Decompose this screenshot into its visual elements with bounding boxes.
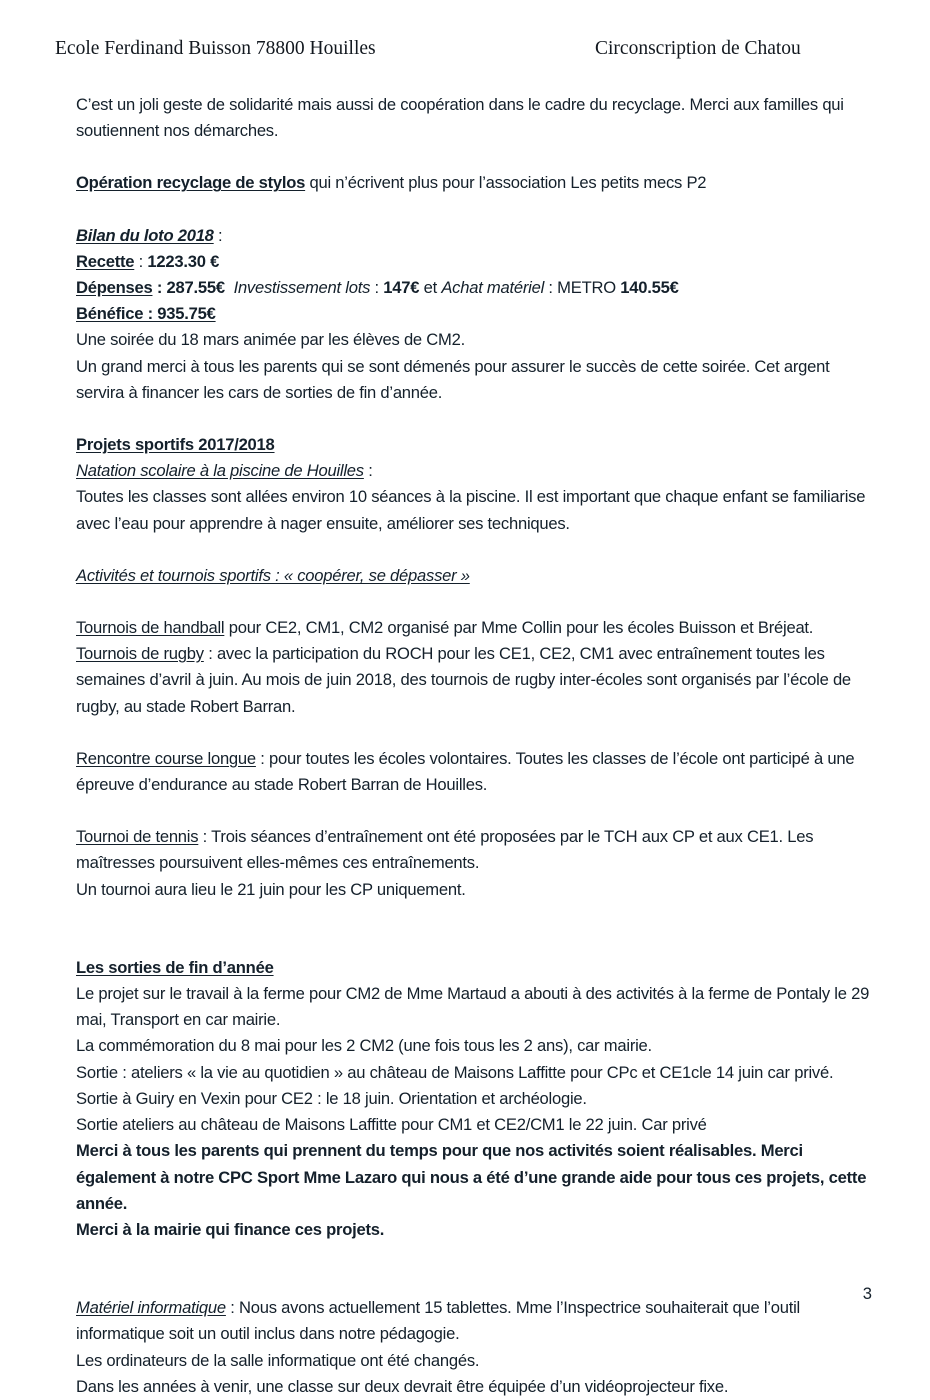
informatique-title-separator: : [225,1298,240,1318]
spacer [76,903,876,929]
achat-separator: : [544,278,558,298]
sports-heading: Projets sportifs 2017/2018 [76,435,275,455]
achat-vendor: METRO [557,278,621,298]
spacer [76,197,876,223]
recette-separator: : [134,251,148,271]
activites-title-line [76,563,876,589]
investissement-separator: : [370,278,384,298]
investissement-label: Investissement lots [233,278,371,298]
spacer [76,406,876,432]
course-longue-label: Rencontre course longue [76,748,256,768]
natation-paragraph: Toutes les classes sont allées environ 10 séances à la piscine. Il est important que chaque enfant se familiarise avec l’eau pour apprendre à nager ensuite, améliorer ses techniques. [76,487,866,533]
natation-title: Natation scolaire à la piscine de Houilles [76,461,364,481]
bilan-recette-line [76,249,876,275]
sorties-line-5: Sortie ateliers au château de Maisons Laffitte pour CM1 et CE2/CM1 le 22 juin. Car privé [76,1115,707,1135]
bilan-merci-paragraph: Un grand merci à tous les parents qui se sont démenés pour assurer le succès de cette soirée. Cet argent servira à financer les cars de sorties de fin d’année. [76,356,830,402]
header-school-name: Ecole Ferdinand Buisson 78800 Houilles [55,38,376,59]
tennis-label: Tournoi de tennis [76,827,199,847]
rugby-label: Tournois de rugby [76,644,204,664]
spacer [76,1243,876,1269]
sorties-line-2: La commémoration du 8 mai pour les 2 CM2 (une fois tous les 2 ans), car mairie. [76,1036,652,1056]
bilan-depenses-line [76,275,876,301]
spacer [76,929,876,955]
sorties-heading: Les sorties de fin d’année [76,957,274,977]
document-body [76,92,876,1400]
bilan-soiree-line: Une soirée du 18 mars animée par les élèves de CM2. [76,330,465,350]
recyclage-rest: qui n’écrivent plus pour l’association Les petits mecs P2 [305,173,707,193]
spacer [76,798,876,824]
recyclage-heading: Opération recyclage de stylos [76,173,306,193]
benefice-text: Bénéfice : 935.75€ [76,304,216,324]
informatique-line-3: Dans les années à venir, une classe sur deux devrait être équipée d’un vidéoprojecteur fixe. [76,1376,729,1396]
tennis-extra-line: Un tournoi aura lieu le 21 juin pour les CP uniquement. [76,879,466,899]
bilan-benefice-line [76,301,876,327]
conjunction-et: et [419,278,442,298]
sorties-merci-parents: Merci à tous les parents qui prennent du temps pour que nos activités soient réalisables. Merci également à notre CPC Sport Mme Lazaro qui nous a été d’une grande aide pour tous ces projets, cette année. [76,1141,867,1213]
sorties-line-1: Le projet sur le travail à la ferme pour CM2 de Mme Martaud a abouti à des activités à la ferme de Pontaly le 29 mai, Transport en car mairie. [76,984,870,1030]
bilan-title-colon: : [213,225,223,245]
handball-label: Tournois de handball [76,618,225,638]
spacer [76,144,876,170]
handball-paragraph [76,615,876,641]
spacer-text [225,278,234,297]
depenses-value: 287.55€ [166,278,225,298]
achat-value: 140.55€ [620,278,679,298]
bilan-title: Bilan du loto 2018 [76,225,214,245]
informatique-title: Matériel informatique [76,1298,226,1318]
natation-title-colon: : [363,461,373,481]
informatique-line-1: Nous avons actuellement 15 tablettes. Mme l’Inspectrice souhaiterait que l’outil informatique soit un outil inclus dans notre pédagogie. [76,1298,800,1344]
recette-value: 1223.30 € [147,251,220,271]
sorties-line-3: Sortie : ateliers « la vie au quotidien » au château de Maisons Laffitte pour CPc et CE1cle 14 juin car privé. [76,1062,834,1082]
sorties-heading-line [76,955,876,981]
informatique-line-2: Les ordinateurs de la salle informatique ont été changés. [76,1350,480,1370]
recette-label: Recette [76,251,135,271]
rugby-text: : avec la participation du ROCH pour les CE1, CE2, CM1 avec entraînement toutes les semaines d’avril à juin. Au mois de juin 2018, des tournois de rugby inter-écoles sont organisés par l’école de rugby, au stade Robert Barran. [76,644,851,716]
investissement-value: 147€ [383,278,420,298]
tennis-paragraph [76,824,876,876]
course-longue-text: : pour toutes les écoles volontaires. Toutes les classes de l’école ont participé à une épreuve d’endurance au stade Robert Barran de Houilles. [76,748,855,795]
sports-heading-line [76,432,876,458]
header-district-name: Circonscription de Chatou [595,38,801,59]
spacer [76,589,876,615]
page-number: 3 [862,1284,872,1303]
natation-title-line [76,458,876,484]
spacer [76,537,876,563]
tennis-text: : Trois séances d’entraînement ont été proposées par le TCH aux CP et aux CE1. Les maîtresses poursuivent elles-mêmes ces entraînements. [76,827,814,873]
activites-title: Activités et tournois sportifs : « coopérer, se dépasser » [76,565,470,585]
sorties-line-4: Sortie à Guiry en Vexin pour CE2 : le 18 juin. Orientation et archéologie. [76,1088,587,1108]
course-longue-paragraph [76,746,876,798]
document-header [55,36,875,62]
depenses-label: Dépenses [76,278,153,298]
depenses-separator: : [152,278,167,298]
achat-materiel-label: Achat matériel [441,278,545,298]
spacer [76,1269,876,1295]
bilan-title-line [76,223,876,249]
sorties-merci-mairie: Merci à la mairie qui finance ces projets. [76,1219,385,1239]
informatique-paragraph [76,1295,876,1347]
rugby-paragraph [76,641,876,720]
paragraph-recyclage-stylos [76,170,876,196]
paragraph-intro: C’est un joli geste de solidarité mais aussi de coopération dans le cadre du recyclage. Merci aux familles qui soutiennent nos démarches. [76,95,844,141]
spacer [76,720,876,746]
handball-text: pour CE2, CM1, CM2 organisé par Mme Collin pour les écoles Buisson et Bréjeat. [224,618,814,638]
